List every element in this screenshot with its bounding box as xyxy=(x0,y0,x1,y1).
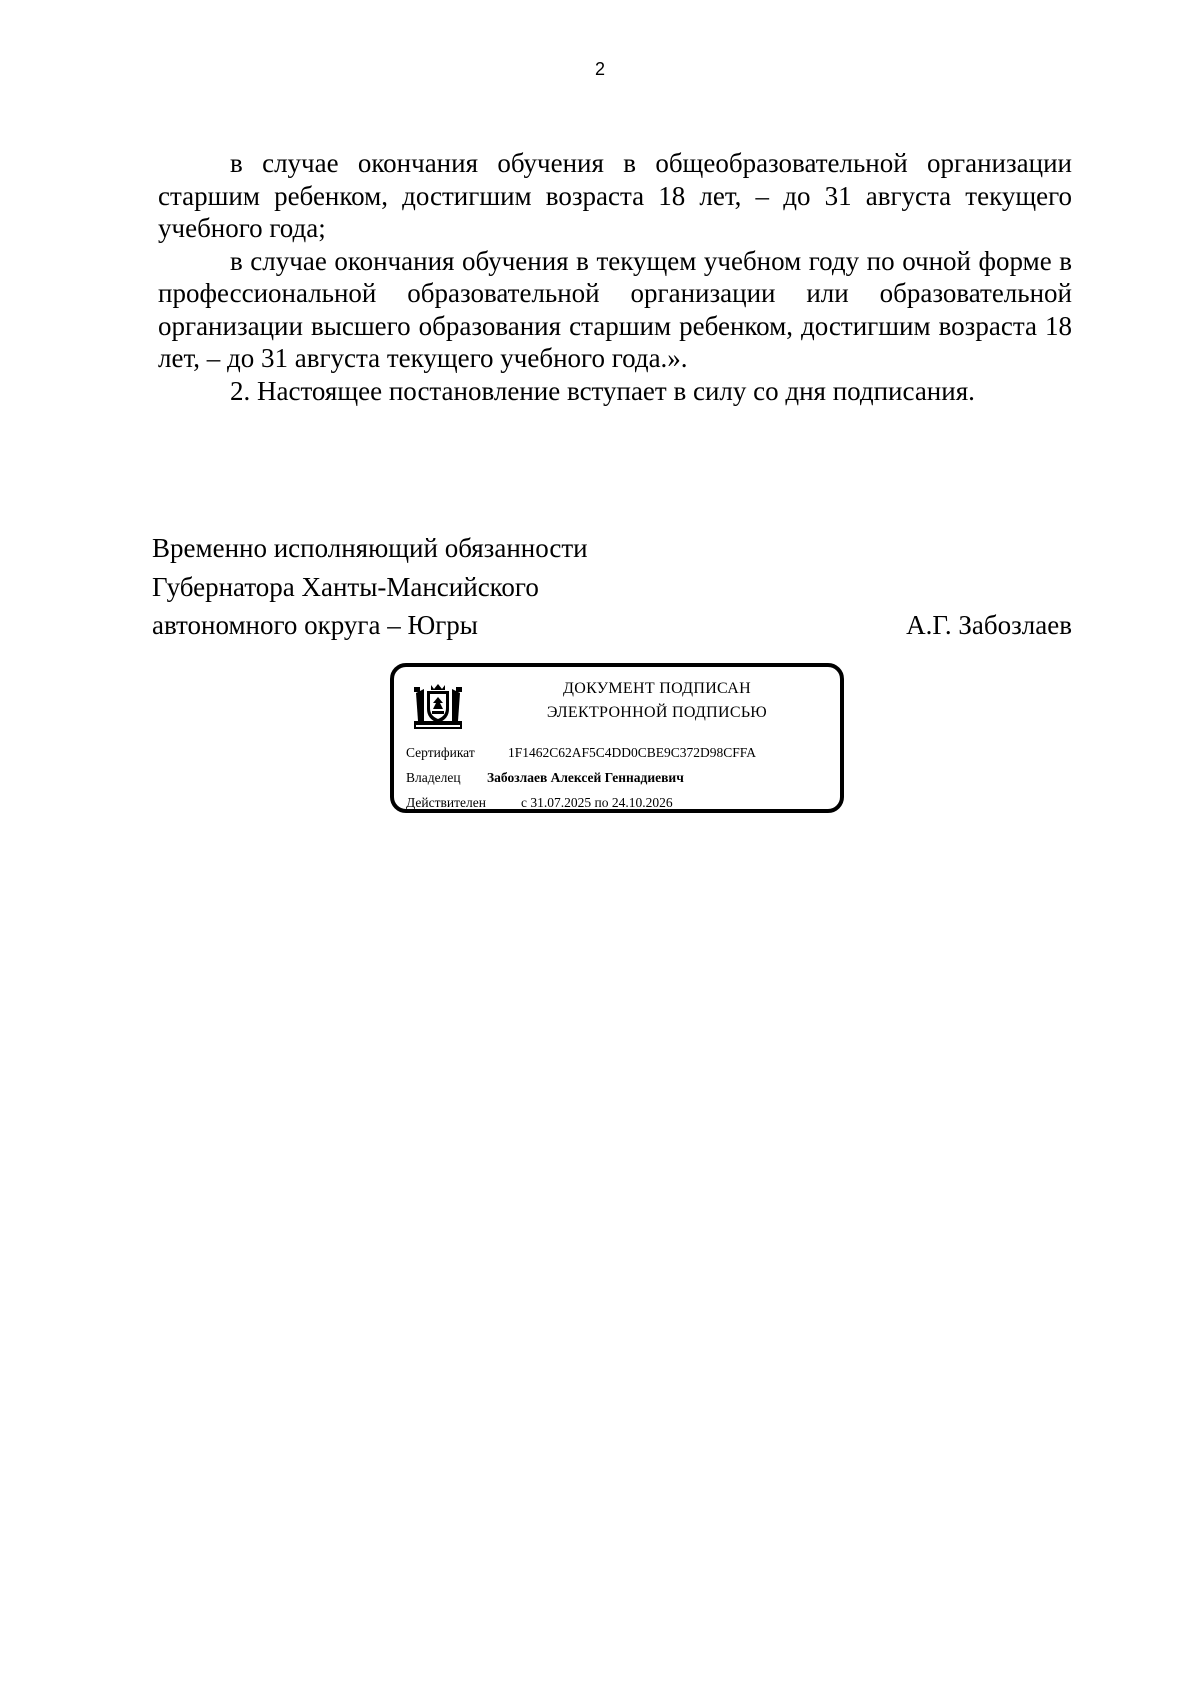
validity-value: с 31.07.2025 по 24.10.2026 xyxy=(521,795,673,810)
body-paragraph: 2. Настоящее постановление вступает в силу со дня подписания. xyxy=(230,375,975,406)
signatory-title-line: автономного округа – Югры xyxy=(152,610,478,640)
signatory-title-line: Временно исполняющий обязанности xyxy=(152,533,588,563)
stamp-validity-row xyxy=(406,790,832,815)
signatory-title-line: Губернатора Ханты-Мансийского xyxy=(152,571,539,602)
certificate-value: 1F1462C62AF5C4DD0CBE9C372D98CFFA xyxy=(508,745,757,760)
stamp-owner-row xyxy=(406,765,832,790)
stamp-details xyxy=(406,740,832,815)
signature-block xyxy=(152,529,1072,645)
stamp-certificate-row xyxy=(406,740,832,765)
document-body xyxy=(158,147,1072,407)
signatory-name: А.Г. Забозлаев xyxy=(906,610,1072,640)
coat-of-arms-icon xyxy=(412,681,464,733)
owner-label: Владелец xyxy=(406,770,461,785)
validity-label: Действителен xyxy=(406,795,486,810)
signatory-final-row xyxy=(152,606,1072,645)
owner-value: Забозлаев Алексей Геннадиевич xyxy=(487,770,684,785)
stamp-heading-line: ДОКУМЕНТ ПОДПИСАН xyxy=(563,680,751,697)
certificate-label: Сертификат xyxy=(406,745,475,760)
page-number: 2 xyxy=(594,59,605,79)
body-paragraph: в случае окончания обучения в общеобразовательной организации старшим ребенком, достигшим возраста 18 лет, – до 31 августа текущего учебного года; xyxy=(158,148,1072,243)
stamp-heading xyxy=(484,677,830,725)
stamp-heading-line: ЭЛЕКТРОННОЙ ПОДПИСЬЮ xyxy=(546,704,768,721)
electronic-signature-stamp xyxy=(390,663,844,813)
body-paragraph: в случае окончания обучения в текущем учебном году по очной форме в профессиональной образовательной организации или образовательной организации высшего образования старшим ребенком, достигшим возраста 18 лет, – до 31 августа текущего учебного года.». xyxy=(158,245,1072,373)
